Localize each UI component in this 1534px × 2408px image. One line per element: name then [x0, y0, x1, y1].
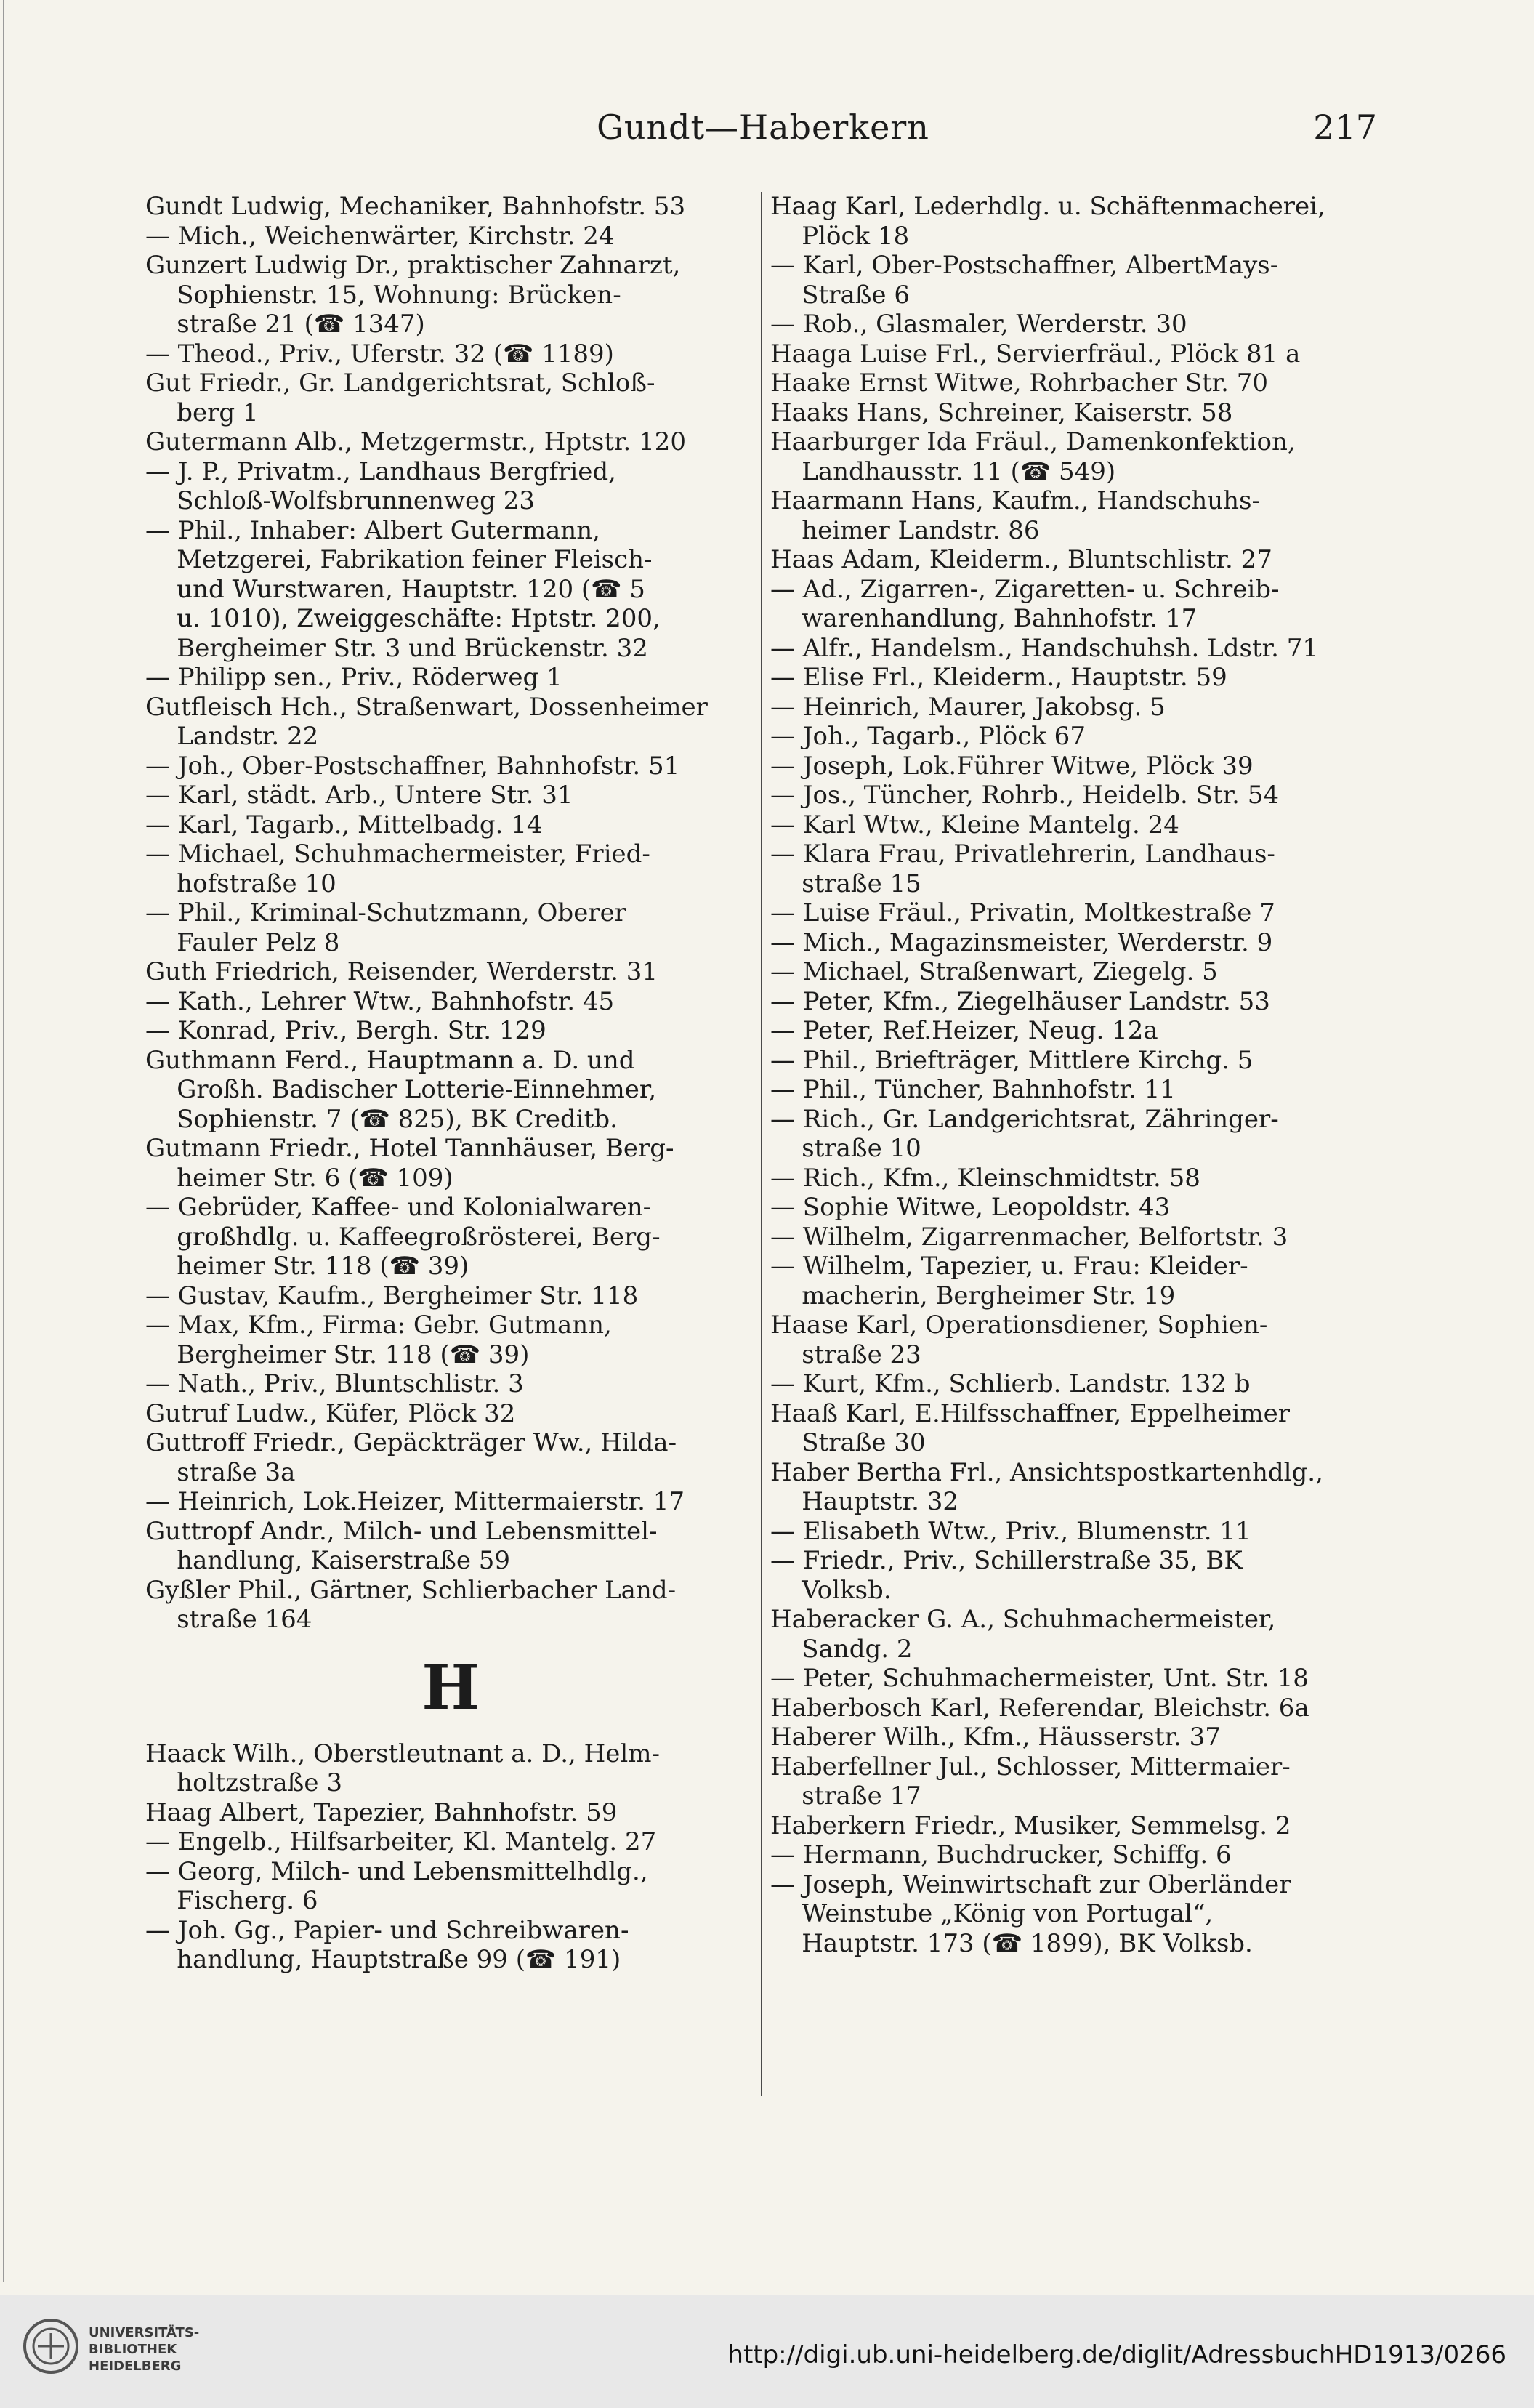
directory-entry: Haaks Hans, Schreiner, Kaiserstr. 58: [770, 398, 1233, 427]
directory-entry: Gutmann Friedr., Hotel Tannhäuser, Berg- heimer Str. 6 (☎ 109): [145, 1134, 674, 1193]
directory-entry: — Konrad, Priv., Bergh. Str. 129: [145, 1016, 546, 1045]
directory-entry: Guttropf Andr., Milch- und Lebensmittel- handlung, Kaiserstraße 59: [145, 1516, 658, 1575]
directory-entry: — Joh., Ober-Postschaffner, Bahnhofstr. 51: [145, 751, 680, 781]
directory-entry: — Phil., Kriminal-Schutzmann, Oberer Fauler Pelz 8: [145, 898, 626, 957]
directory-entry: — Joseph, Weinwirtschaft zur Oberländer Weinstube „König von Portugal“, Hauptstr. 173 (☎ 1899), BK Volksb.: [770, 1869, 1291, 1958]
directory-entry: Haberfellner Jul., Schlosser, Mittermaier- straße 17: [770, 1752, 1291, 1811]
directory-entry: — Philipp sen., Priv., Röderweg 1: [145, 663, 562, 692]
directory-entry: — Friedr., Priv., Schillerstraße 35, BK Volksb.: [770, 1546, 1243, 1605]
directory-entry: — Joh. Gg., Papier- und Schreibwaren- handlung, Hauptstraße 99 (☎ 191): [145, 1915, 629, 1974]
directory-entry: — Heinrich, Lok.Heizer, Mittermaierstr. 17: [145, 1487, 685, 1516]
right-column: [770, 192, 1381, 2096]
left-entries: [145, 192, 756, 1635]
directory-entry: Gunzert Ludwig Dr., praktischer Zahnarzt, Sophienstr. 15, Wohnung: Brücken- straße 21 (☎ 1347): [145, 251, 681, 339]
directory-entry: — Karl, Tagarb., Mittelbadg. 14: [145, 810, 543, 839]
directory-entry: — Rich., Kfm., Kleinschmidtstr. 58: [770, 1163, 1200, 1193]
directory-entry: — J. P., Privatm., Landhaus Bergfried, Schloß-Wolfsbrunnenweg 23: [145, 456, 616, 515]
directory-entry: Haberbosch Karl, Referendar, Bleichstr. 6a: [770, 1693, 1309, 1723]
directory-entry: — Mich., Weichenwärter, Kirchstr. 24: [145, 221, 615, 251]
column-divider: [761, 192, 762, 2096]
directory-entry: — Karl, Ober-Postschaffner, AlbertMays- Straße 6: [770, 251, 1279, 310]
directory-entry: — Peter, Schuhmachermeister, Unt. Str. 18: [770, 1664, 1309, 1693]
footer-bar: [0, 2295, 1534, 2408]
directory-entry: — Kurt, Kfm., Schlierb. Landstr. 132 b: [770, 1369, 1251, 1398]
directory-entry: Haberer Wilh., Kfm., Häusserstr. 37: [770, 1723, 1221, 1752]
directory-entry: Haaga Luise Frl., Servierfräul., Plöck 81 a: [770, 339, 1301, 369]
directory-entry: Guth Friedrich, Reisender, Werderstr. 31: [145, 957, 658, 986]
directory-entry: — Georg, Milch- und Lebensmittelhdlg., Fischerg. 6: [145, 1856, 648, 1915]
directory-entry: Haberkern Friedr., Musiker, Semmelsg. 2: [770, 1811, 1291, 1840]
directory-entry: — Wilhelm, Zigarrenmacher, Belfortstr. 3: [770, 1222, 1288, 1252]
directory-entry: Gut Friedr., Gr. Landgerichtsrat, Schloß- berg 1: [145, 369, 655, 427]
page-title: Gundt—Haberkern: [597, 108, 929, 147]
directory-entry: Haag Albert, Tapezier, Bahnhofstr. 59: [145, 1797, 618, 1827]
directory-entry: Guttroff Friedr., Gepäckträger Ww., Hilda- straße 3a: [145, 1428, 677, 1487]
directory-entry: — Heinrich, Maurer, Jakobsg. 5: [770, 692, 1166, 722]
directory-entry: Haag Karl, Lederhdlg. u. Schäftenmacherei, Plöck 18: [770, 192, 1325, 251]
left-h-entries: [145, 1739, 756, 1975]
section-letter: H: [421, 1651, 480, 1723]
directory-entry: Gyßler Phil., Gärtner, Schlierbacher Land- straße 164: [145, 1575, 677, 1634]
directory-entry: Haarburger Ida Fräul., Damenkonfektion, Landhausstr. 11 (☎ 549): [770, 427, 1296, 486]
directory-entry: — Hermann, Buchdrucker, Schiffg. 6: [770, 1840, 1232, 1869]
directory-entry: — Joseph, Lok.Führer Witwe, Plöck 39: [770, 751, 1254, 781]
directory-entry: — Nath., Priv., Bluntschlistr. 3: [145, 1369, 524, 1398]
directory-entry: — Michael, Schuhmachermeister, Fried- hofstraße 10: [145, 839, 650, 898]
directory-entry: — Phil., Tüncher, Bahnhofstr. 11: [770, 1075, 1176, 1104]
directory-entry: — Peter, Kfm., Ziegelhäuser Landstr. 53: [770, 986, 1270, 1016]
directory-entry: — Karl Wtw., Kleine Mantelg. 24: [770, 810, 1179, 839]
directory-entry: — Elise Frl., Kleiderm., Hauptstr. 59: [770, 663, 1227, 692]
directory-entry: — Michael, Straßenwart, Ziegelg. 5: [770, 957, 1218, 986]
directory-entry: — Engelb., Hilfsarbeiter, Kl. Mantelg. 27: [145, 1827, 657, 1856]
source-url[interactable]: http://digi.ub.uni-heidelberg.de/diglit/AdressbuchHD1913/0266: [727, 2340, 1506, 2369]
directory-entry: Gutruf Ludw., Küfer, Plöck 32: [145, 1398, 516, 1428]
directory-entry: Haake Ernst Witwe, Rohrbacher Str. 70: [770, 369, 1269, 398]
left-column: [145, 192, 756, 2096]
directory-entry: Gutfleisch Hch., Straßenwart, Dossenheimer Landstr. 22: [145, 692, 708, 751]
directory-entry: — Theod., Priv., Uferstr. 32 (☎ 1189): [145, 339, 614, 369]
directory-entry: — Jos., Tüncher, Rohrb., Heidelb. Str. 54: [770, 781, 1279, 810]
page-edge-rule: [3, 0, 4, 2282]
library-logo-text: UNIVERSITÄTS- BIBLIOTHEK HEIDELBERG: [89, 2325, 200, 2374]
page-number: 217: [1313, 108, 1377, 147]
directory-entry: — Max, Kfm., Firma: Gebr. Gutmann, Bergheimer Str. 118 (☎ 39): [145, 1310, 612, 1369]
directory-entry: Haber Bertha Frl., Ansichtspostkartenhdlg., Hauptstr. 32: [770, 1457, 1323, 1516]
directory-entry: — Gebrüder, Kaffee- und Kolonialwaren- großhdlg. u. Kaffeegroßrösterei, Berg- heimer Str. 118 (☎ 39): [145, 1193, 661, 1281]
directory-entry: Haarmann Hans, Kaufm., Handschuhs- heimer Landstr. 86: [770, 486, 1260, 545]
directory-entry: — Joh., Tagarb., Plöck 67: [770, 722, 1086, 751]
directory-entry: Haaß Karl, E.Hilfsschaffner, Eppelheimer Straße 30: [770, 1398, 1290, 1457]
library-logo: [22, 2317, 240, 2390]
directory-entry: Haack Wilh., Oberstleutnant a. D., Helm- holtzstraße 3: [145, 1739, 661, 1797]
directory-entry: — Kath., Lehrer Wtw., Bahnhofstr. 45: [145, 986, 615, 1016]
directory-entry: Haase Karl, Operationsdiener, Sophien- straße 23: [770, 1310, 1268, 1369]
directory-entry: — Luise Fräul., Privatin, Moltkestraße 7: [770, 898, 1275, 927]
directory-entry: Gutermann Alb., Metzgermstr., Hptstr. 120: [145, 427, 686, 456]
directory-entry: Haas Adam, Kleiderm., Bluntschlistr. 27: [770, 545, 1272, 574]
directory-entry: — Rob., Glasmaler, Werderstr. 30: [770, 310, 1187, 339]
right-entries: [770, 192, 1381, 1958]
directory-entry: — Rich., Gr. Landgerichtsrat, Zähringer- straße 10: [770, 1104, 1279, 1163]
directory-entry: — Phil., Briefträger, Mittlere Kirchg. 5: [770, 1045, 1254, 1075]
directory-entry: Guthmann Ferd., Hauptmann a. D. und Großh. Badischer Lotterie-Einnehmer, Sophienstr. 7 (☎ 825), BK Creditb.: [145, 1045, 657, 1134]
directory-entry: — Alfr., Handelsm., Handschuhsh. Ldstr. 71: [770, 633, 1319, 663]
directory-entry: Haberacker G. A., Schuhmachermeister, Sandg. 2: [770, 1605, 1276, 1664]
directory-entry: — Peter, Ref.Heizer, Neug. 12a: [770, 1016, 1158, 1045]
directory-entry: Gundt Ludwig, Mechaniker, Bahnhofstr. 53: [145, 192, 686, 221]
directory-entry: — Elisabeth Wtw., Priv., Blumenstr. 11: [770, 1516, 1251, 1546]
directory-entry: — Sophie Witwe, Leopoldstr. 43: [770, 1193, 1171, 1222]
directory-entry: — Mich., Magazinsmeister, Werderstr. 9: [770, 927, 1273, 957]
directory-entry: — Phil., Inhaber: Albert Gutermann, Metzgerei, Fabrikation feiner Fleisch- und Wurstwaren, Hauptstr. 120 (☎ 5 u. 1010), Zweiggeschäfte: Hptstr. 200, Bergheimer Str. 3 und Brückenstr. 32: [145, 515, 661, 663]
page-header: [149, 102, 1377, 160]
directory-entry: — Karl, städt. Arb., Untere Str. 31: [145, 781, 573, 810]
directory-entry: — Ad., Zigarren-, Zigaretten- u. Schreib- warenhandlung, Bahnhofstr. 17: [770, 574, 1280, 633]
directory-entry: — Wilhelm, Tapezier, u. Frau: Kleider- macherin, Bergheimer Str. 19: [770, 1252, 1248, 1310]
directory-entry: — Gustav, Kaufm., Bergheimer Str. 118: [145, 1281, 639, 1310]
library-seal-icon: [22, 2317, 80, 2375]
directory-entry: — Klara Frau, Privatlehrerin, Landhaus- straße 15: [770, 839, 1275, 898]
